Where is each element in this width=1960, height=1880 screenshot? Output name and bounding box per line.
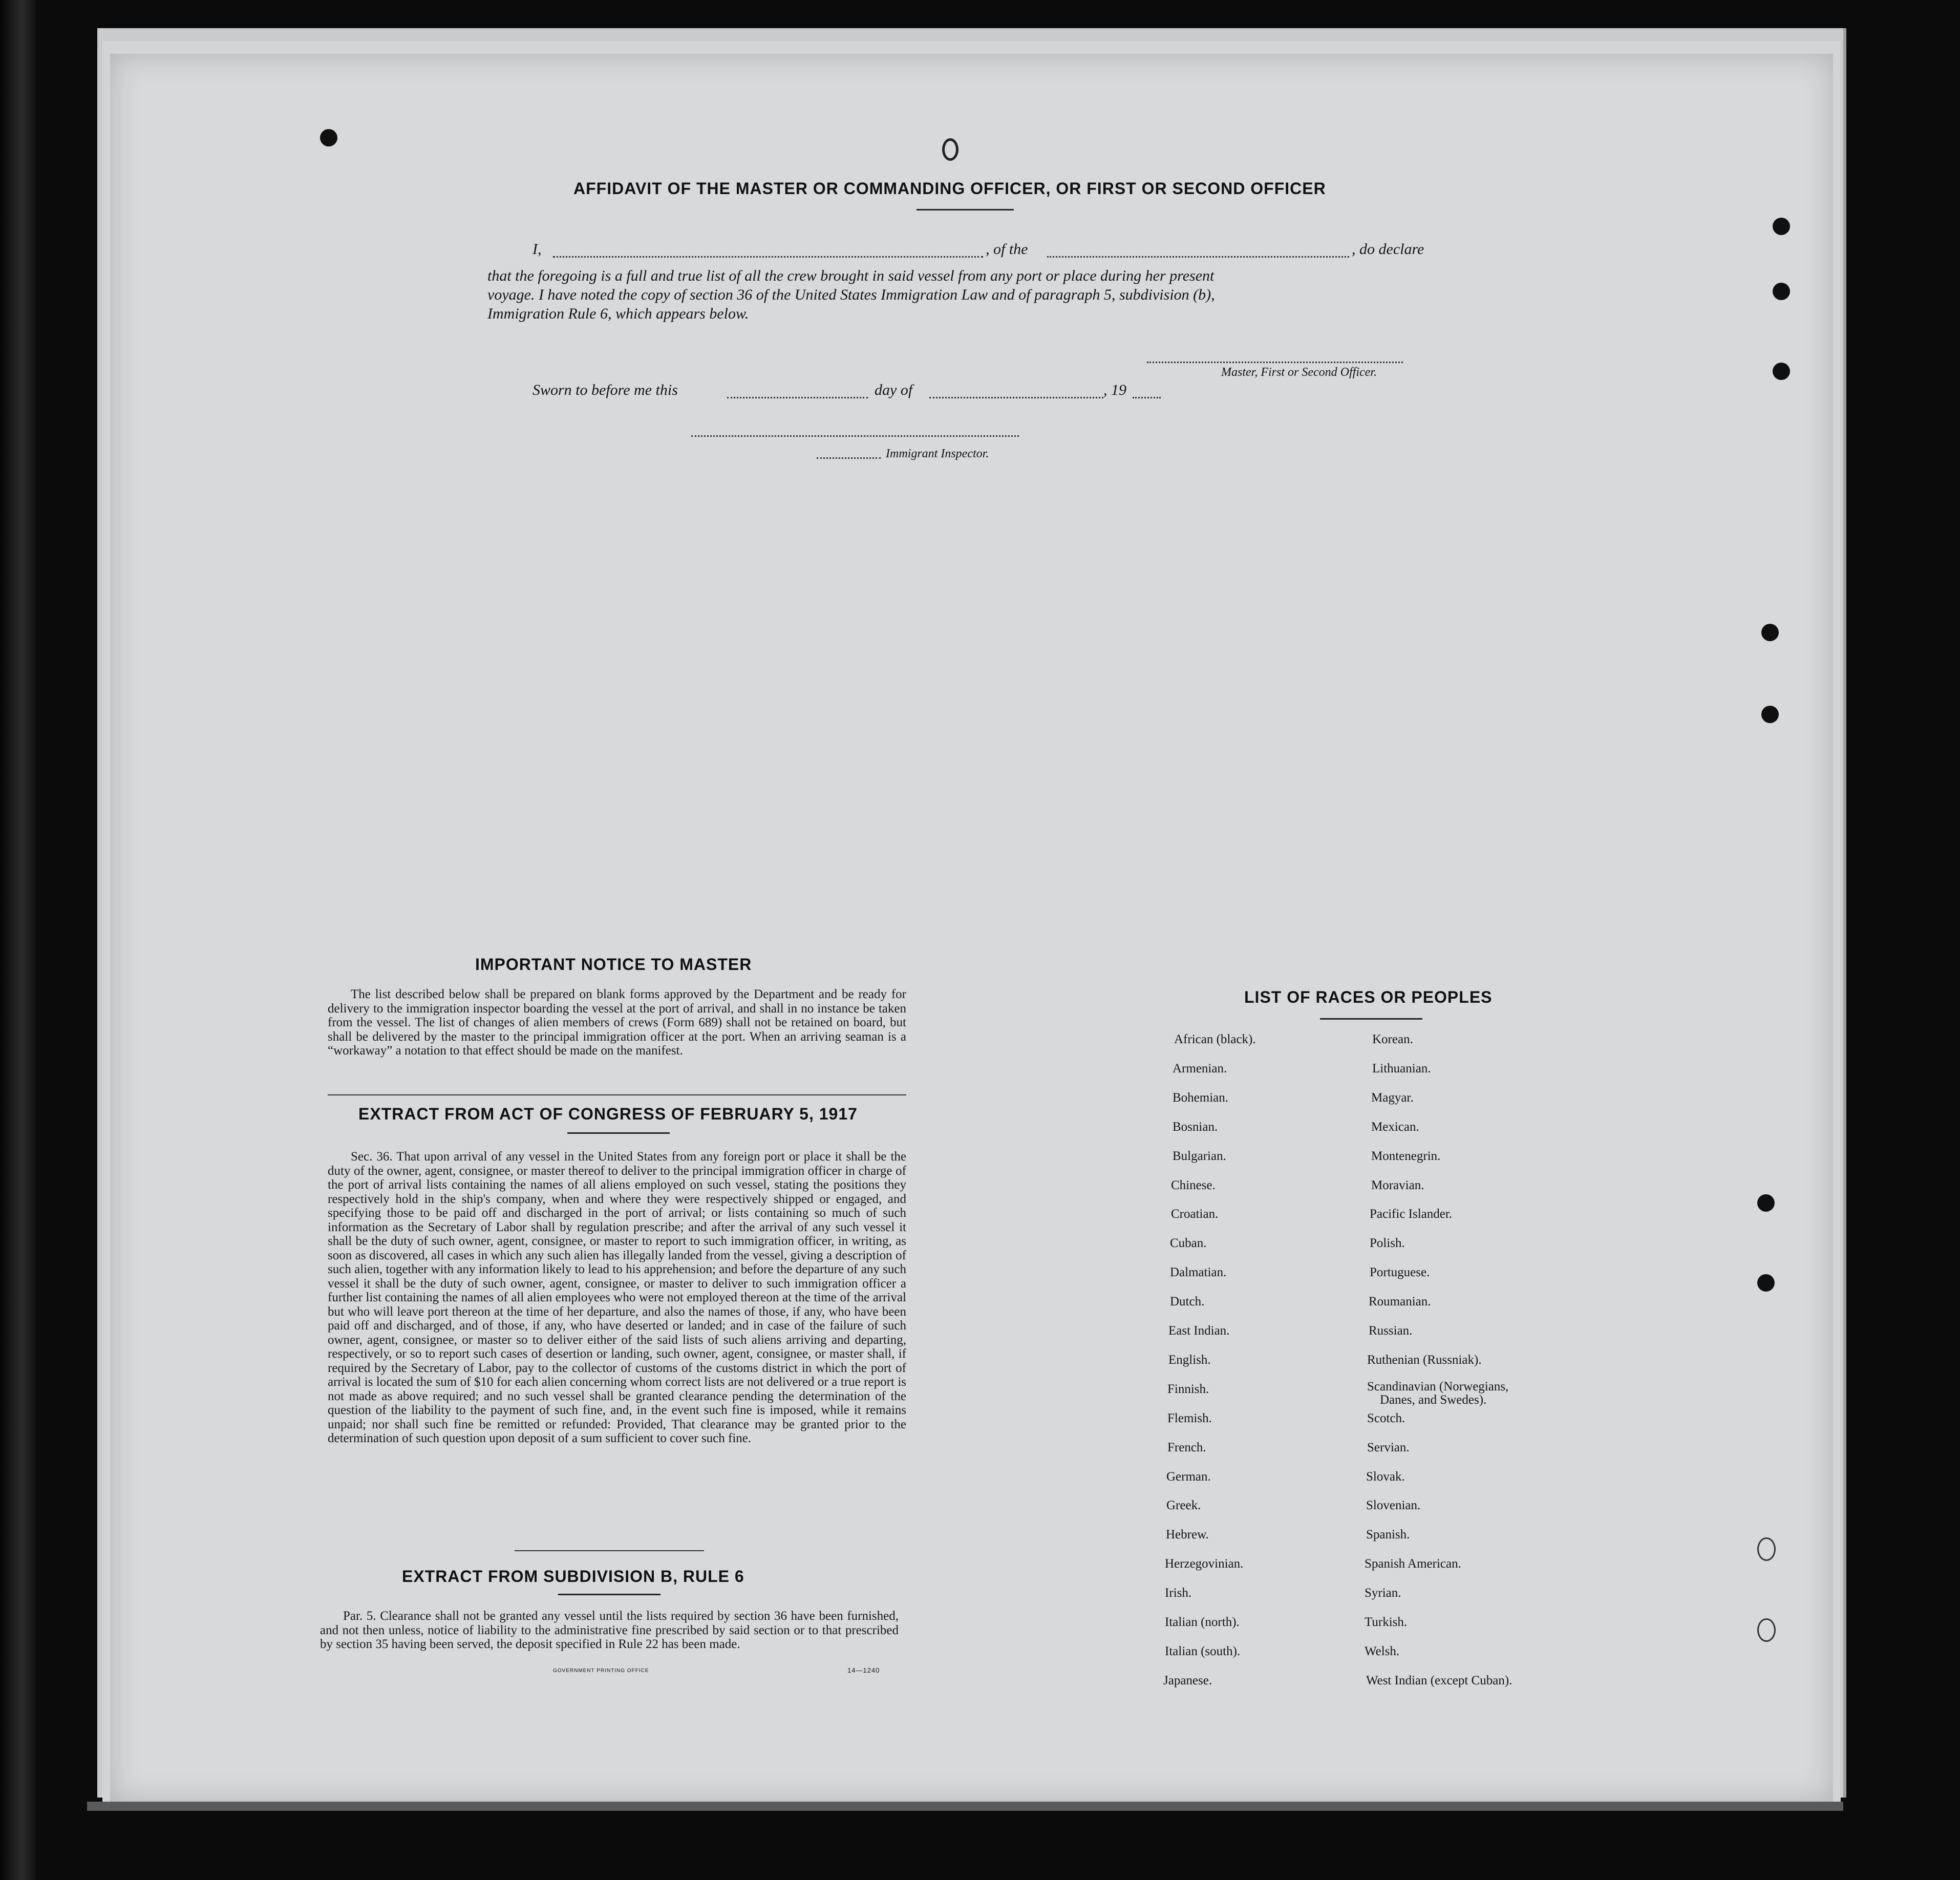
race-item: Russian. — [1369, 1324, 1413, 1338]
race-item: Flemish. — [1167, 1411, 1212, 1425]
notice-title: IMPORTANT NOTICE TO MASTER — [475, 955, 752, 974]
race-item: Moravian. — [1371, 1178, 1424, 1192]
year-prefix: , 19 — [1103, 382, 1126, 398]
vessel-blank[interactable] — [1047, 256, 1349, 258]
name-blank[interactable] — [553, 256, 983, 258]
printer-imprint: GOVERNMENT PRINTING OFFICE — [553, 1668, 649, 1674]
race-item: German. — [1166, 1470, 1211, 1484]
sworn-day-blank[interactable] — [727, 397, 868, 398]
race-item: Chinese. — [1171, 1178, 1216, 1192]
race-item: Scandinavian (Norwegians, Danes, and Swedes). — [1367, 1380, 1509, 1407]
race-item: East Indian. — [1168, 1324, 1230, 1338]
race-item: Portuguese. — [1370, 1265, 1430, 1279]
race-item: Italian (north). — [1165, 1615, 1240, 1629]
punch-hole-icon — [1773, 283, 1790, 300]
race-item: West Indian (except Cuban). — [1366, 1674, 1512, 1687]
scan-border — [0, 0, 36, 1880]
race-item: Slovenian. — [1366, 1498, 1421, 1512]
race-item: Korean. — [1372, 1032, 1413, 1046]
section-divider — [515, 1550, 704, 1551]
race-item: Dutch. — [1170, 1295, 1205, 1308]
race-item: Herzegovinian. — [1165, 1557, 1244, 1571]
punch-hole-icon — [1757, 1618, 1776, 1642]
affidavit-of-the: , of the — [986, 241, 1028, 258]
race-item: Pacific Islander. — [1370, 1207, 1453, 1221]
act-extract-title: EXTRACT FROM ACT OF CONGRESS OF FEBRUARY 5, 1917 — [358, 1105, 858, 1123]
race-item: Bosnian. — [1173, 1120, 1218, 1134]
sworn-year-blank[interactable] — [1133, 397, 1161, 398]
notice-body: The list described below shall be prepared on blank forms approved by the Department and be ready for delivery to the immigration inspector boarding the vessel at the port of arrival, and shall in no instance be taken from the vessel. The list of changes of alien members of crews (Form 689) shall not be retained on board, but shall be delivered by the master to the principal immigration officer at the port. When an arriving seaman is a “workaway” a notation to that effect should be made on the manifest. — [328, 987, 906, 1058]
race-item: Turkish. — [1365, 1615, 1408, 1629]
race-item: Armenian. — [1173, 1062, 1227, 1075]
race-item: Slovak. — [1366, 1470, 1405, 1484]
master-signature-label: Master, First or Second Officer. — [1221, 366, 1377, 379]
race-item: Syrian. — [1365, 1586, 1401, 1600]
punch-hole-icon — [1761, 706, 1779, 723]
affidavit-line-3: voyage. I have noted the copy of section 36 of the United States Immigration Law and of paragraph 5, subdivision (b), — [487, 286, 1215, 303]
affidavit-title: AFFIDAVIT OF THE MASTER OR COMMANDING OFFICER, OR FIRST OR SECOND OFFICER — [573, 179, 1326, 198]
race-item: Scotch. — [1367, 1411, 1405, 1425]
master-signature-blank[interactable] — [1147, 362, 1403, 363]
race-item: Servian. — [1367, 1441, 1410, 1454]
race-item: African (black). — [1174, 1032, 1256, 1046]
title-underline — [1320, 1018, 1422, 1020]
title-underline — [558, 1594, 661, 1595]
affidavit-i: I, — [532, 241, 542, 258]
race-item: Finnish. — [1167, 1382, 1209, 1396]
title-underline — [567, 1132, 670, 1134]
punch-hole-icon — [1761, 624, 1779, 641]
affidavit-declare: , do declare — [1352, 241, 1424, 258]
inspector-signature-blank[interactable] — [691, 435, 1019, 437]
race-item: Ruthenian (Russniak). — [1367, 1353, 1482, 1367]
sworn-text: Sworn to before me this — [532, 382, 678, 398]
race-item: Greek. — [1166, 1498, 1201, 1512]
sworn-month-blank[interactable] — [929, 397, 1103, 398]
ring-mark-icon — [942, 138, 958, 161]
affidavit-line-2: that the foregoing is a full and true list of all the crew brought in said vessel from any port or place during her present — [487, 267, 1215, 284]
punch-hole-icon — [1757, 1537, 1776, 1561]
page-edge-shadow — [87, 1802, 1843, 1811]
races-title: LIST OF RACES OR PEOPLES — [1244, 988, 1493, 1006]
race-item: Polish. — [1370, 1236, 1405, 1250]
race-item: Montenegrin. — [1371, 1149, 1441, 1163]
race-item: Magyar. — [1371, 1091, 1414, 1105]
punch-hole-icon — [320, 129, 337, 146]
race-item: Dalmatian. — [1170, 1265, 1227, 1279]
race-item: Hebrew. — [1166, 1528, 1209, 1541]
race-item: Cuban. — [1170, 1236, 1207, 1250]
race-item: Lithuanian. — [1372, 1062, 1431, 1075]
race-item: Bohemian. — [1173, 1091, 1229, 1105]
race-item: Mexican. — [1371, 1120, 1419, 1134]
punch-hole-icon — [1773, 363, 1790, 380]
rule-extract-title: EXTRACT FROM SUBDIVISION B, RULE 6 — [402, 1567, 744, 1586]
act-extract-body: Sec. 36. That upon arrival of any vessel in the United States from any foreign port or place it shall be the duty of the owner, agent, consignee, or master thereof to deliver to the principal immigration officer in charge of the port of arrival lists containing the names of all aliens employed on such vessel, stating the positions they respectively hold in the ship's company, when and where they were respectively shipped or engaged, and specifying those to be paid off and discharged in the port of arrival; or lists containing so much of such information as the Secretary of Labor shall by regulation prescribe; and after the arrival of any such vessel it shall be the duty of such owner, agent, consignee, or master to report to such immigration officer, in writing, as soon as discovered, all cases in which any such alien has illegally landed from the vessel, giving a description of such alien, together with any information likely to lead to his apprehension; and before the departure of any such vessel it shall be the duty of such owner, agent, consignee, or master to deliver to such immigration officer a further list containing the names of all alien employees who were not employed thereon at the time of the arrival but who will leave port thereon at the time of her departure, and also the names of those, if any, who have been paid off and discharged, and of those, if any, who have deserted or landed; and in case of the failure of such owner, agent, consignee, or master so to deliver either of the said lists of such aliens arriving and departing, respectively, or so to report such cases of desertion or landing, such owner, agent, consignee, or master shall, if required by the Secretary of Labor, pay to the collector of customs of the customs district in which the port of arrival is located the sum of $10 for each alien concerning whom correct lists are not delivered or a true report is not made as above required; and no such vessel shall be granted clearance pending the determination of the question of the liability to the payment of such fine, and, in the event such fine is imposed, while it remains unpaid; nor shall such fine be remitted or refunded: Provided, That clearance may be granted prior to the determination of such question upon deposit of a sum sufficient to cover such fine. — [328, 1150, 906, 1445]
race-item: French. — [1167, 1441, 1206, 1454]
form-number: 14—1240 — [847, 1666, 880, 1674]
affidavit-line-4: Immigration Rule 6, which appears below. — [487, 305, 749, 322]
race-item: Roumanian. — [1369, 1295, 1431, 1308]
punch-hole-icon — [1773, 218, 1790, 235]
inspector-label: Immigrant Inspector. — [886, 447, 989, 460]
punch-hole-icon — [1757, 1274, 1775, 1292]
form-page — [110, 54, 1833, 1803]
inspector-lead-dots — [817, 457, 881, 459]
race-item: Japanese. — [1163, 1674, 1212, 1687]
race-item: Irish. — [1165, 1586, 1192, 1600]
race-item: Spanish American. — [1365, 1557, 1461, 1571]
race-item: Welsh. — [1365, 1644, 1400, 1658]
race-item: Croatian. — [1171, 1207, 1219, 1221]
rule-extract-body: Par. 5. Clearance shall not be granted any vessel until the lists required by section 36 have been furnished, and not then unless, notice of liability to the administrative fine prescribed by said section or to that prescribed by section 35 having been served, the deposit specified in Rule 22 has been made. — [320, 1609, 899, 1651]
punch-hole-icon — [1757, 1194, 1775, 1212]
race-item: Italian (south). — [1165, 1644, 1241, 1658]
race-item: Bulgarian. — [1173, 1149, 1226, 1163]
section-divider — [328, 1094, 906, 1095]
title-underline — [917, 209, 1014, 210]
day-of-label: day of — [875, 382, 913, 398]
race-item: English. — [1168, 1353, 1211, 1367]
race-item: Spanish. — [1366, 1528, 1410, 1541]
